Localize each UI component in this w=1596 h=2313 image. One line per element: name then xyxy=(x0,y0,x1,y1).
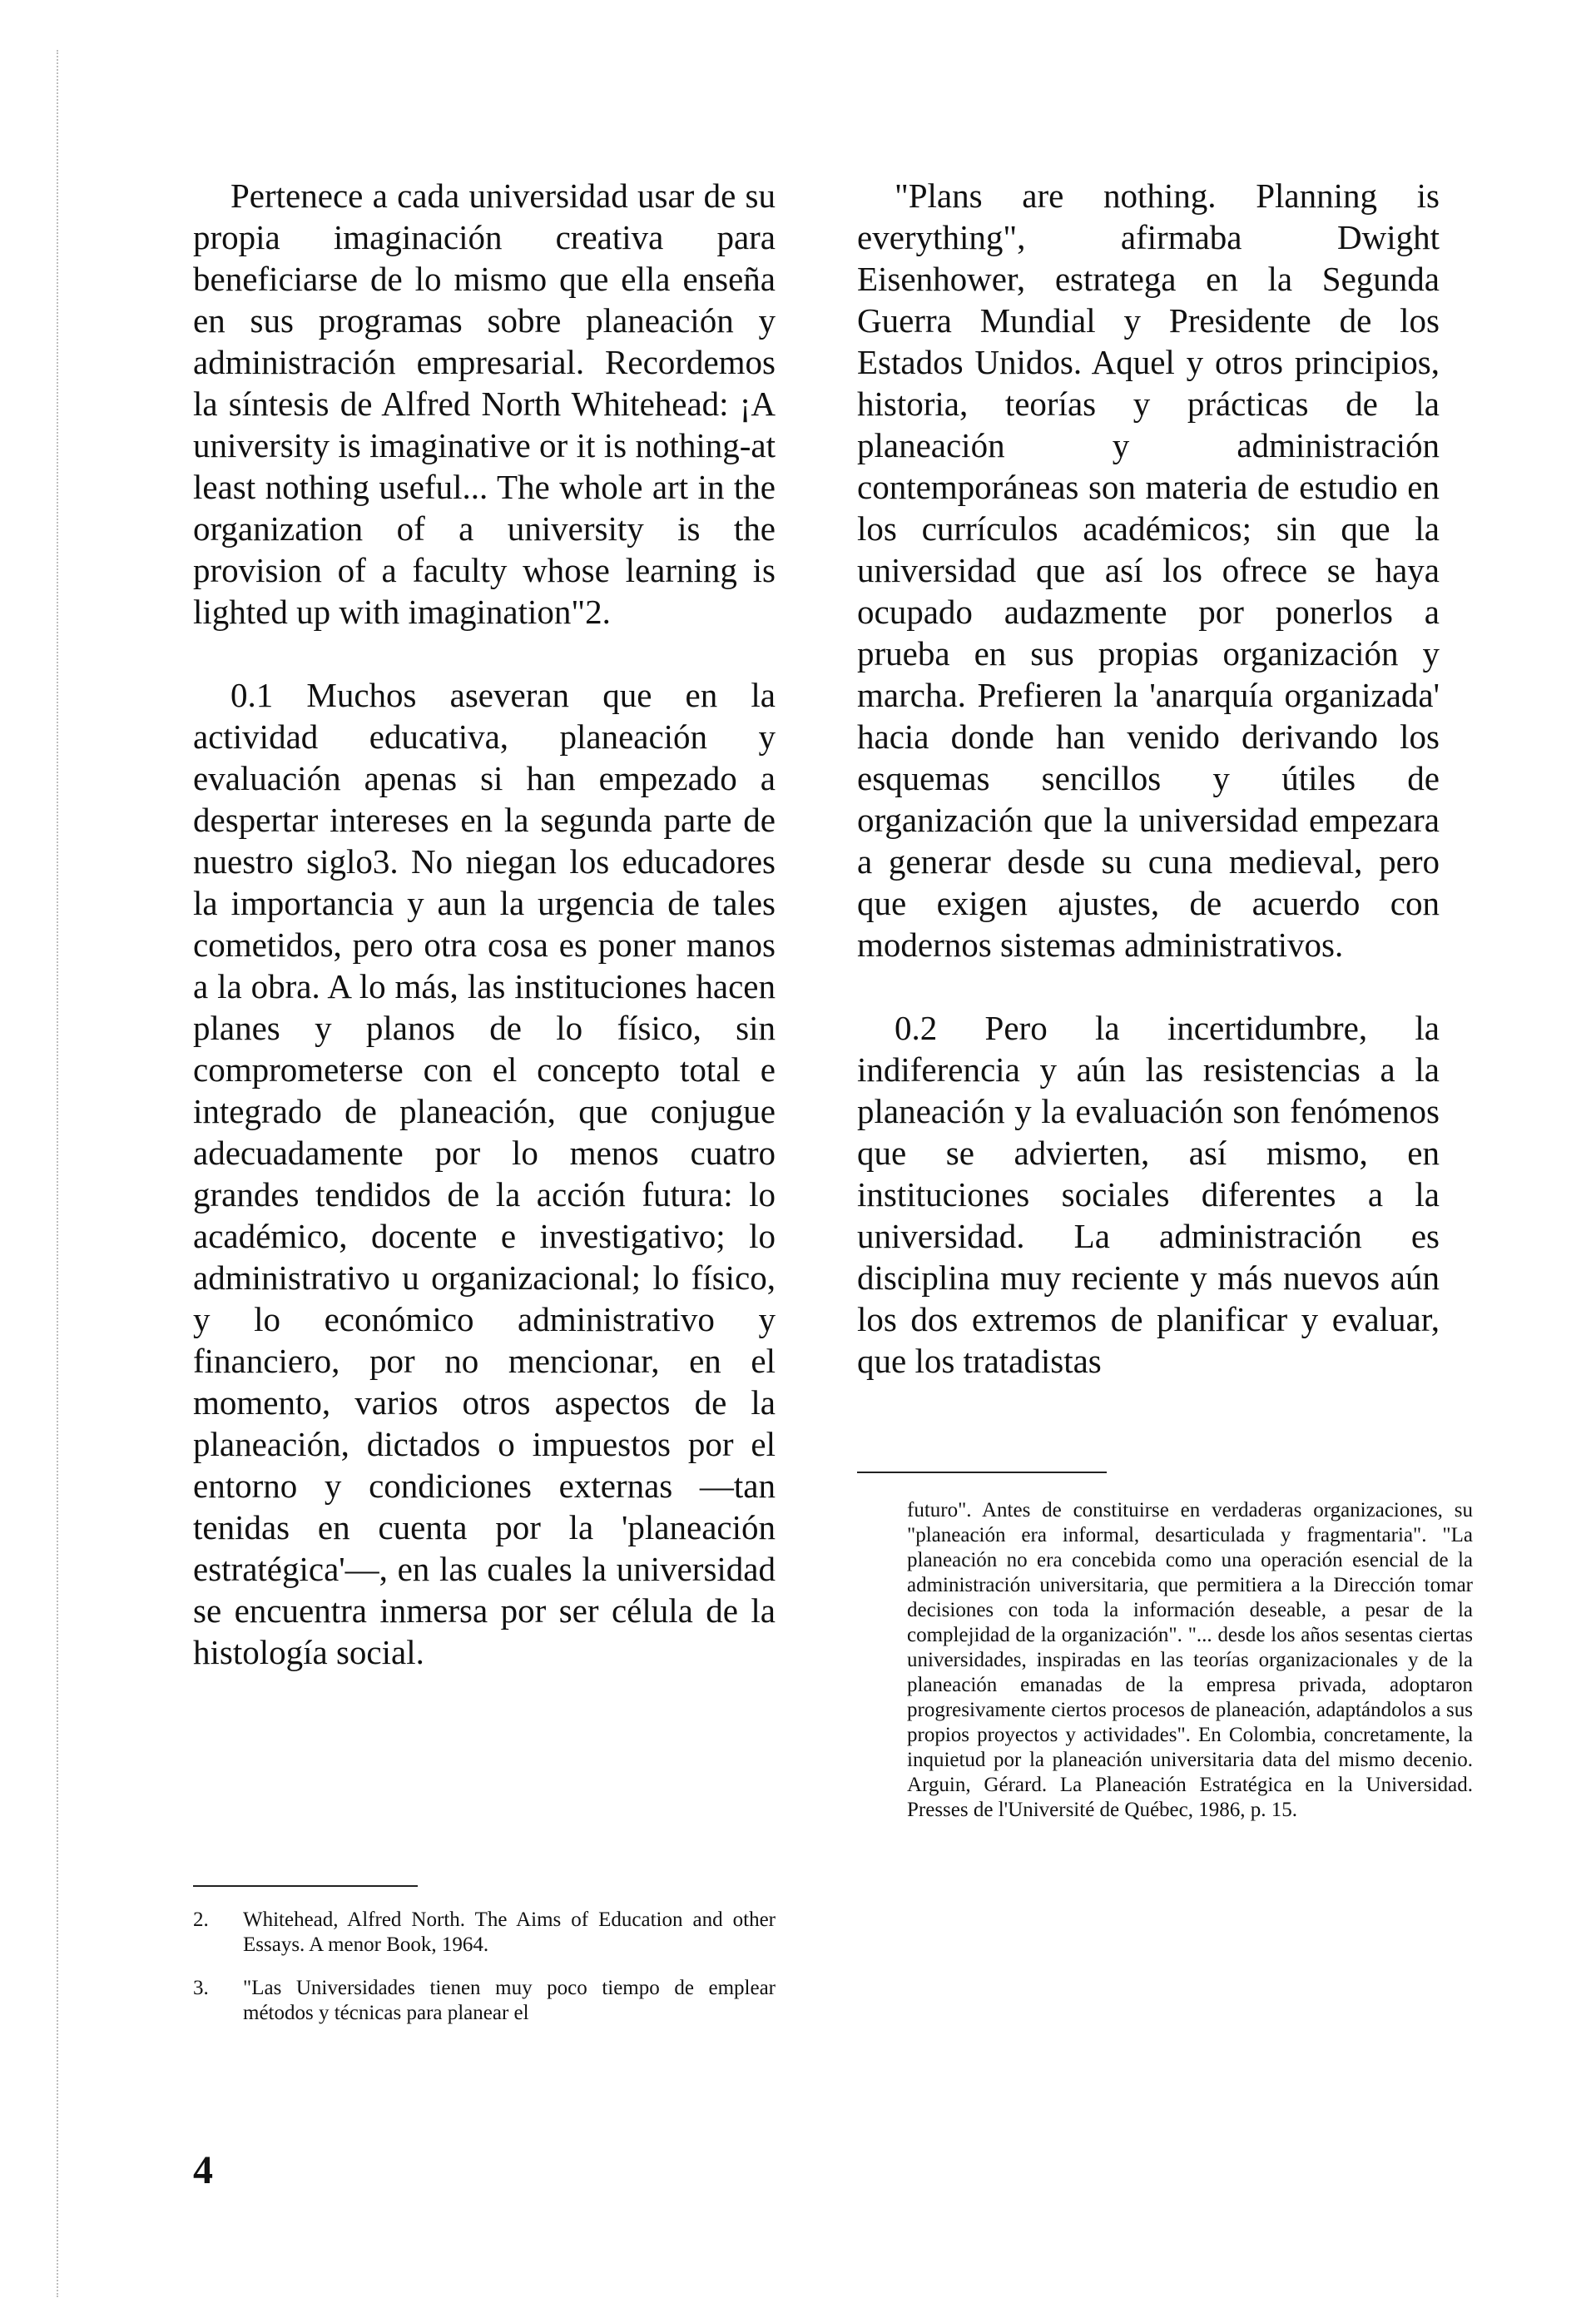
footnote-3 xyxy=(193,1976,776,2026)
footnote-text: "Las Universidades tienen muy poco tiempo de emplear métodos y técnicas para planear el xyxy=(243,1977,776,2024)
footnote-text: Whitehead, Alfred North. The Aims of Education and other Essays. A menor Book, 1964. xyxy=(243,1908,776,1956)
footnotes-right xyxy=(907,1498,1473,1823)
footnote-number: 2. xyxy=(193,1908,209,1931)
footnote-separator-left xyxy=(193,1885,418,1887)
left-column xyxy=(193,175,776,1715)
footnote-separator-right xyxy=(857,1472,1107,1473)
scan-edge-line xyxy=(57,50,58,2297)
footnote-3-continuation: futuro". Antes de constituirse en verdaderas organizaciones, su "planeación era informal, desarticulada y fragmentaria". "La planeación no era concebida como una operación esencial de la administración universitaria, que permitiera a la Dirección tomar decisiones con toda la información deseable, a pesar de la complejidad de la organización". "... desde los años sesentas ciertas universidades, inspiradas en las teorías organizacionales y de la planeación emanadas de la empresa privada, adoptaron progresivamente ciertos procesos de planeación, adaptándolos a sus propios proyectos y actividades". En Colombia, concretamente, la inquietud por la planeación universitaria data del mismo decenio. Arguin, Gérard. La Planeación Estratégica en la Universidad. Presses de l'Université de Québec, 1986, p. 15. xyxy=(907,1499,1473,1821)
paragraph-intro: Pertenece a cada universidad usar de su propia imaginación creativa para beneficiarse de lo mismo que ella enseña en sus programas sobre planeación y administración empresarial. Recordemos la síntesis de Alfred North Whitehead: ¡A university is imaginative or it is nothing-at least nothing useful... The whole art in the organization of a university is the provision of a faculty whose learning is lighted up with imagination"2. xyxy=(193,176,776,631)
paragraph-0-1: 0.1 Muchos aseveran que en la actividad educativa, planeación y evaluación apenas si han empezado a despertar intereses en la segunda parte de nuestro siglo3. No niegan los educadores la importancia y aun la urgencia de tales cometidos, pero otra cosa es poner manos a la obra. A lo más, las instituciones hacen planes y planos de lo físico, sin comprometerse con el concepto total e integrado de planeación, que conjugue adecuadamente por lo menos cuatro grandes tendidos de la acción futura: lo académico, docente e investigativo; lo administrativo u organizacional; lo físico, y lo económico administrativo y financiero, por no mencionar, en el momento, varios otros aspectos de la planeación, dictados o impuestos por el entorno y condiciones externas —tan tenidas en cuenta por la 'planeación estratégica'—, en las cuales la universidad se encuentra inmersa por ser célula de la histología social. xyxy=(193,676,776,1671)
footnotes-left xyxy=(193,1908,776,2044)
paragraph-eisenhower: "Plans are nothing. Planning is everything", afirmaba Dwight Eisenhower, estratega en la Segunda Guerra Mundial y Presidente de los Estados Unidos. Aquel y otros principios, historia, teorías y prácticas de la planeación y administración contemporáneas son materia de estudio en los currículos académicos; sin que la universidad que así los ofrece se haya ocupado audazmente por ponerlos a prueba en sus propias organización y marcha. Prefieren la 'anarquía organizada' hacia donde han venido derivando los esquemas sencillos y útiles de organización que la universidad empezara a generar desde su cuna medieval, pero que exigen ajustes, de acuerdo con modernos sistemas administrativos. xyxy=(857,176,1440,964)
footnote-number: 3. xyxy=(193,1977,209,1999)
footnote-2 xyxy=(193,1908,776,1958)
paragraph-0-2: 0.2 Pero la incertidumbre, la indiferencia y aún las resistencias a la planeación y la evaluación son fenómenos que se advierten, así mismo, en instituciones sociales diferentes a la universidad. La administración es disciplina muy reciente y más nuevos aún los dos extremos de planificar y evaluar, que los tratadistas xyxy=(857,1009,1440,1380)
right-column xyxy=(857,175,1440,1423)
page-number: 4 xyxy=(193,2148,213,2192)
